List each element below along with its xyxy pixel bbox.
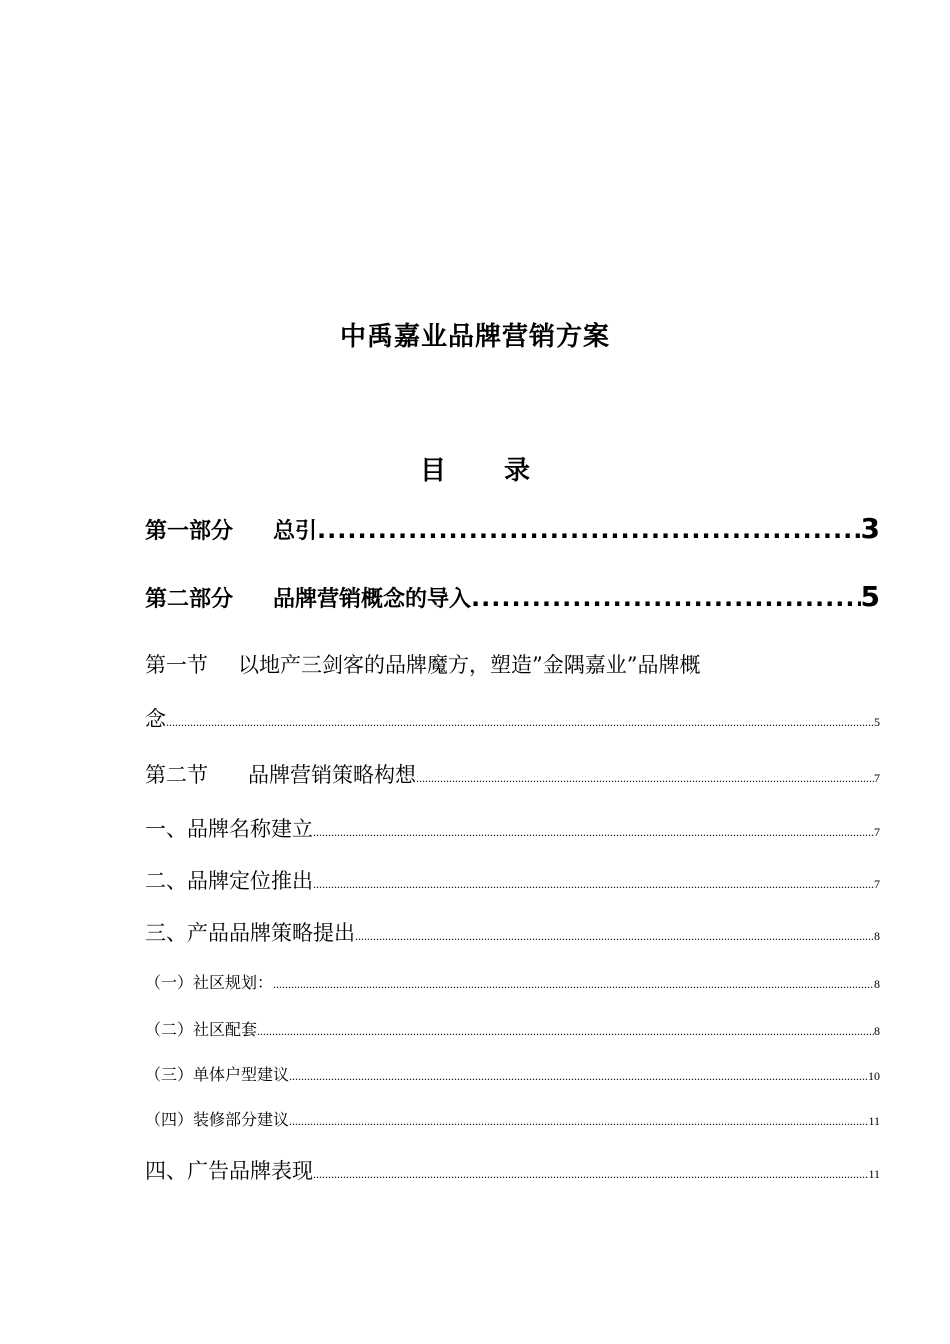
toc-page-number: 7 — [874, 771, 880, 785]
toc-page-number: 5 — [860, 580, 880, 613]
toc-page-number: 8 — [874, 929, 880, 943]
toc-page-number: 11 — [868, 1167, 880, 1181]
toc-leader — [257, 1024, 874, 1039]
toc-page-number: 8 — [874, 977, 880, 991]
toc-leader — [416, 771, 874, 786]
toc-page-number: 10 — [868, 1069, 880, 1083]
toc-leader — [313, 825, 874, 840]
toc-section-title-cont: 念 — [145, 707, 166, 731]
toc-entry-part1[interactable] — [145, 512, 880, 545]
toc-entry-sub1[interactable] — [145, 970, 880, 993]
toc-heading — [0, 450, 950, 487]
toc-leader — [471, 584, 860, 612]
toc-page-number: 8 — [874, 1024, 880, 1038]
toc-leader — [313, 877, 874, 892]
toc-part-number: 第二部分 — [145, 587, 234, 612]
toc-item-title: 二、品牌定位推出 — [145, 869, 313, 893]
toc-part-title: 品牌营销概念的导入 — [273, 587, 472, 612]
toc-entry-item2[interactable] — [145, 865, 880, 895]
toc-heading-left: 目 — [419, 456, 446, 486]
toc-entry-sub3[interactable] — [145, 1062, 880, 1085]
toc-leader — [289, 1114, 868, 1129]
toc-subitem-title: （四）装修部分建议 — [145, 1110, 290, 1129]
toc-page-number: 11 — [868, 1114, 880, 1128]
toc-part-title: 总引 — [273, 519, 318, 544]
toc-page-number: 7 — [874, 825, 880, 839]
toc-entry-sec1-line2[interactable] — [145, 703, 880, 733]
toc-item-title: 一、品牌名称建立 — [145, 817, 313, 841]
toc-leader — [289, 1069, 868, 1084]
toc-entry-sub2[interactable] — [145, 1017, 880, 1040]
toc-leader — [313, 1167, 868, 1182]
toc-entry-item1[interactable] — [145, 813, 880, 843]
toc-leader — [273, 977, 874, 992]
toc-section-number: 第二节 — [145, 763, 208, 787]
toc-page-number: 5 — [874, 715, 880, 729]
toc-section-title: 以地产三剑客的品牌魔方，塑造”金隅嘉业”品牌概 — [238, 653, 701, 677]
toc-item-title: 四、广告品牌表现 — [145, 1159, 313, 1183]
toc-part-number: 第一部分 — [145, 519, 234, 544]
toc-entry-part2[interactable] — [145, 580, 880, 613]
toc-section-number: 第一节 — [145, 653, 208, 677]
toc-page-number: 7 — [874, 877, 880, 891]
document-title: 中禹嘉业品牌营销方案 — [339, 322, 610, 352]
toc-section-title: 品牌营销策略构想 — [248, 763, 416, 787]
toc-leader — [317, 516, 860, 544]
toc-page-number: 3 — [860, 512, 880, 545]
toc-subitem-title: （一）社区规划： — [145, 973, 274, 992]
toc-entry-sub4[interactable] — [145, 1107, 880, 1130]
toc-entry-item4[interactable] — [145, 1155, 880, 1185]
toc-subitem-title: （二）社区配套 — [145, 1020, 258, 1039]
toc-leader — [166, 715, 874, 730]
toc-heading-right: 录 — [504, 456, 531, 486]
toc-entry-sec1-line1[interactable] — [145, 649, 700, 679]
toc-subitem-title: （三）单体户型建议 — [145, 1065, 290, 1084]
toc-entry-item3[interactable] — [145, 917, 880, 947]
toc-leader — [355, 929, 874, 944]
toc-entry-sec2[interactable] — [145, 759, 880, 789]
toc-item-title: 三、产品品牌策略提出 — [145, 921, 355, 945]
